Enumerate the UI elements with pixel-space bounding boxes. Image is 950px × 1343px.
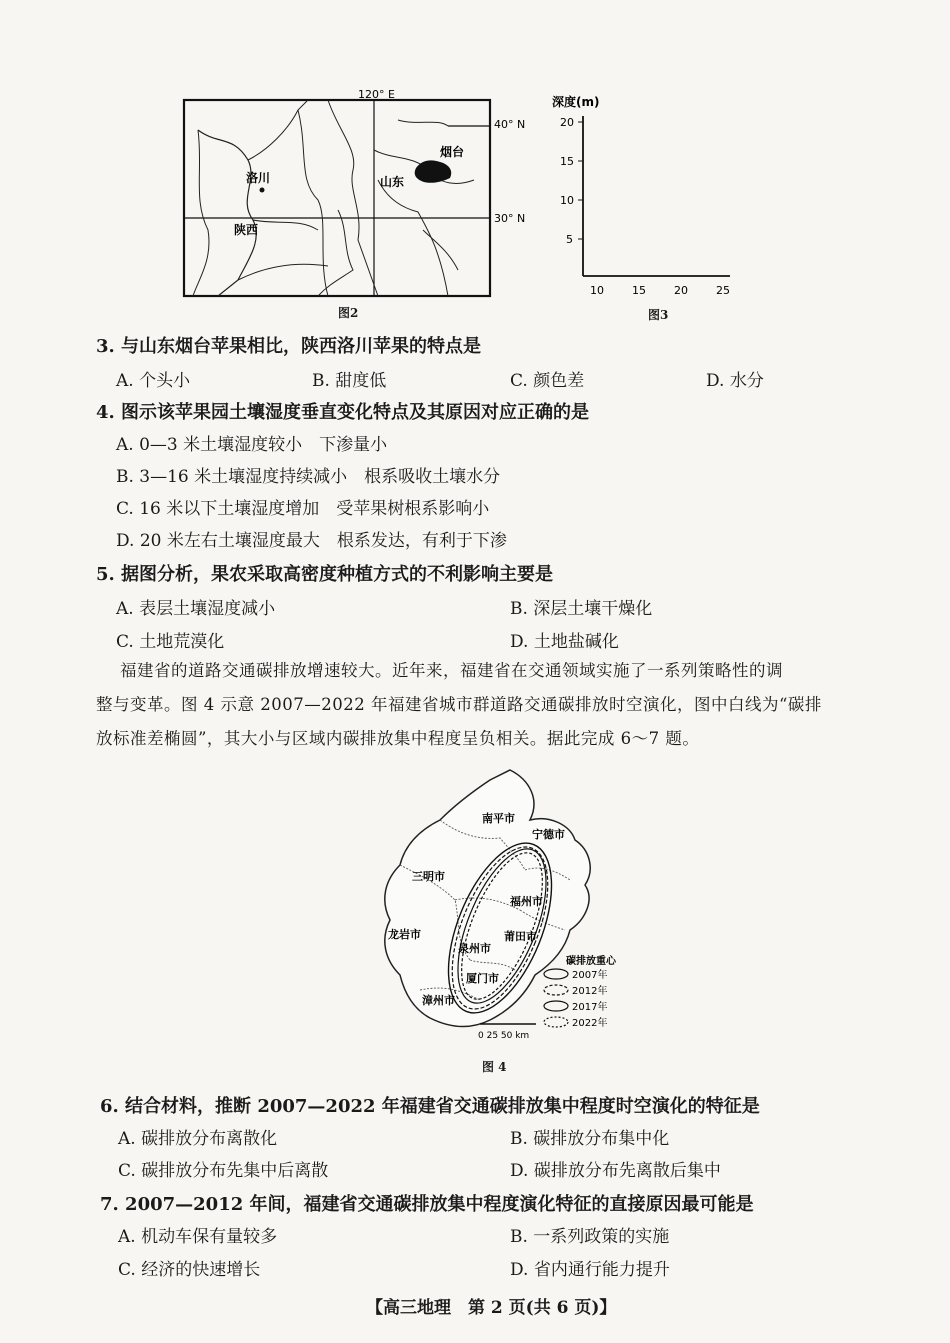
city-sanming: 三明市: [412, 870, 445, 883]
city-putian: 莆田市: [504, 930, 537, 943]
q3-stem: 3. 与山东烟台苹果相比，陕西洛川苹果的特点是: [96, 336, 482, 357]
city-quanzhou: 泉州市: [458, 942, 491, 955]
q3-option-a: A. 个头小: [116, 371, 191, 391]
legend-2022: 2022年: [572, 1018, 608, 1029]
q4-option-d: D. 20 米左右土壤湿度最大 根系发达，有利于下渗: [116, 531, 507, 551]
q4-stem: 4. 图示该苹果园土壤湿度垂直变化特点及其原因对应正确的是: [96, 402, 590, 423]
figure4-map: [360, 760, 630, 1050]
city-ningde: 宁德市: [532, 828, 565, 841]
luochuan-label: 洛川: [246, 171, 271, 185]
q7-option-b: B. 一系列政策的实施: [510, 1227, 670, 1247]
scale-label: 0 25 50 km: [478, 1031, 530, 1041]
figure3-caption: 图3: [648, 308, 669, 322]
legend-title: 碳排放重心: [566, 956, 616, 967]
fujian-outline: [385, 770, 590, 1027]
x-tick-20: 20: [674, 284, 688, 297]
city-fuzhou: 福州市: [510, 895, 543, 908]
x-tick-15: 15: [632, 284, 646, 297]
figure4-legend: [544, 954, 617, 1029]
page-footer: 【高三地理 第 2 页(共 6 页)】: [366, 1298, 617, 1318]
legend-2012: 2012年: [572, 986, 608, 997]
q5-option-d: D. 土地盐碱化: [510, 632, 619, 652]
q7-stem: 7. 2007—2012 年间，福建省交通碳排放集中程度演化特征的直接原因最可能是: [100, 1194, 754, 1215]
lat-30-label: 30° N: [494, 212, 526, 225]
city-zhangzhou: 漳州市: [422, 994, 455, 1007]
shaanxi-label: 陕西: [234, 223, 259, 237]
q5-option-c: C. 土地荒漠化: [116, 632, 225, 652]
q5-option-b: B. 深层土壤干燥化: [510, 599, 653, 619]
yantai-label: 烟台: [440, 145, 465, 159]
q7-option-c: C. 经济的快速增长: [118, 1260, 261, 1280]
q6-stem: 6. 结合材料，推断 2007—2022 年福建省交通碳排放集中程度时空演化的特征是: [100, 1096, 760, 1117]
legend-2007: 2007年: [572, 970, 608, 981]
legend-2017: 2017年: [572, 1002, 608, 1013]
luochuan-marker: [260, 188, 265, 193]
q6-option-c: C. 碳排放分布先集中后离散: [118, 1161, 329, 1181]
city-xiamen: 厦门市: [466, 972, 499, 985]
q5-stem: 5. 据图分析，果农采取高密度种植方式的不利影响主要是: [96, 564, 554, 585]
city-nanping: 南平市: [482, 812, 515, 825]
q3-option-d: D. 水分: [706, 371, 764, 391]
y-tick-5: 5: [566, 233, 573, 246]
x-tick-10: 10: [590, 284, 604, 297]
passage-line-2: 整与变革。图 4 示意 2007—2022 年福建省城市群道路交通碳排放时空演化，图中白线为“碳排: [96, 695, 822, 714]
q3-option-c: C. 颜色差: [510, 371, 585, 391]
passage-line-3: 放标准差椭圆”，其大小与区域内碳排放集中程度呈负相关。据此完成 6～7 题。: [96, 729, 700, 748]
figure3-chart: [548, 92, 748, 302]
q7-option-d: D. 省内通行能力提升: [510, 1260, 670, 1280]
q4-option-a: A. 0—3 米土壤湿度较小 下渗量小: [116, 435, 388, 455]
y-tick-20: 20: [560, 116, 574, 129]
q6-option-b: B. 碳排放分布集中化: [510, 1129, 670, 1149]
y-tick-15: 15: [560, 155, 574, 168]
q7-option-a: A. 机动车保有量较多: [118, 1227, 278, 1247]
figure4-caption: 图 4: [482, 1060, 507, 1074]
q4-option-b: B. 3—16 米土壤湿度持续减小 根系吸收土壤水分: [116, 467, 501, 487]
q6-option-d: D. 碳排放分布先离散后集中: [510, 1161, 721, 1181]
y-axis-label: 深度(m): [552, 95, 600, 109]
q6-option-a: A. 碳排放分布离散化: [118, 1129, 278, 1149]
city-longyan: 龙岩市: [388, 928, 421, 941]
passage-line-1: 福建省的道路交通碳排放增速较大。近年来，福建省在交通领域实施了一系列策略性的调: [120, 661, 783, 680]
x-tick-25: 25: [716, 284, 730, 297]
figure2-map: [178, 90, 538, 330]
shandong-label: 山东: [380, 175, 405, 189]
q3-option-b: B. 甜度低: [312, 371, 387, 391]
y-tick-10: 10: [560, 194, 574, 207]
q5-option-a: A. 表层土壤湿度减小: [116, 599, 276, 619]
figure2-caption: 图2: [338, 306, 359, 320]
lon-120-label: 120° E: [358, 90, 395, 101]
yantai-shaded-region: [415, 160, 452, 182]
lat-40-label: 40° N: [494, 118, 526, 131]
q4-option-c: C. 16 米以下土壤湿度增加 受苹果树根系影响小: [116, 499, 490, 519]
